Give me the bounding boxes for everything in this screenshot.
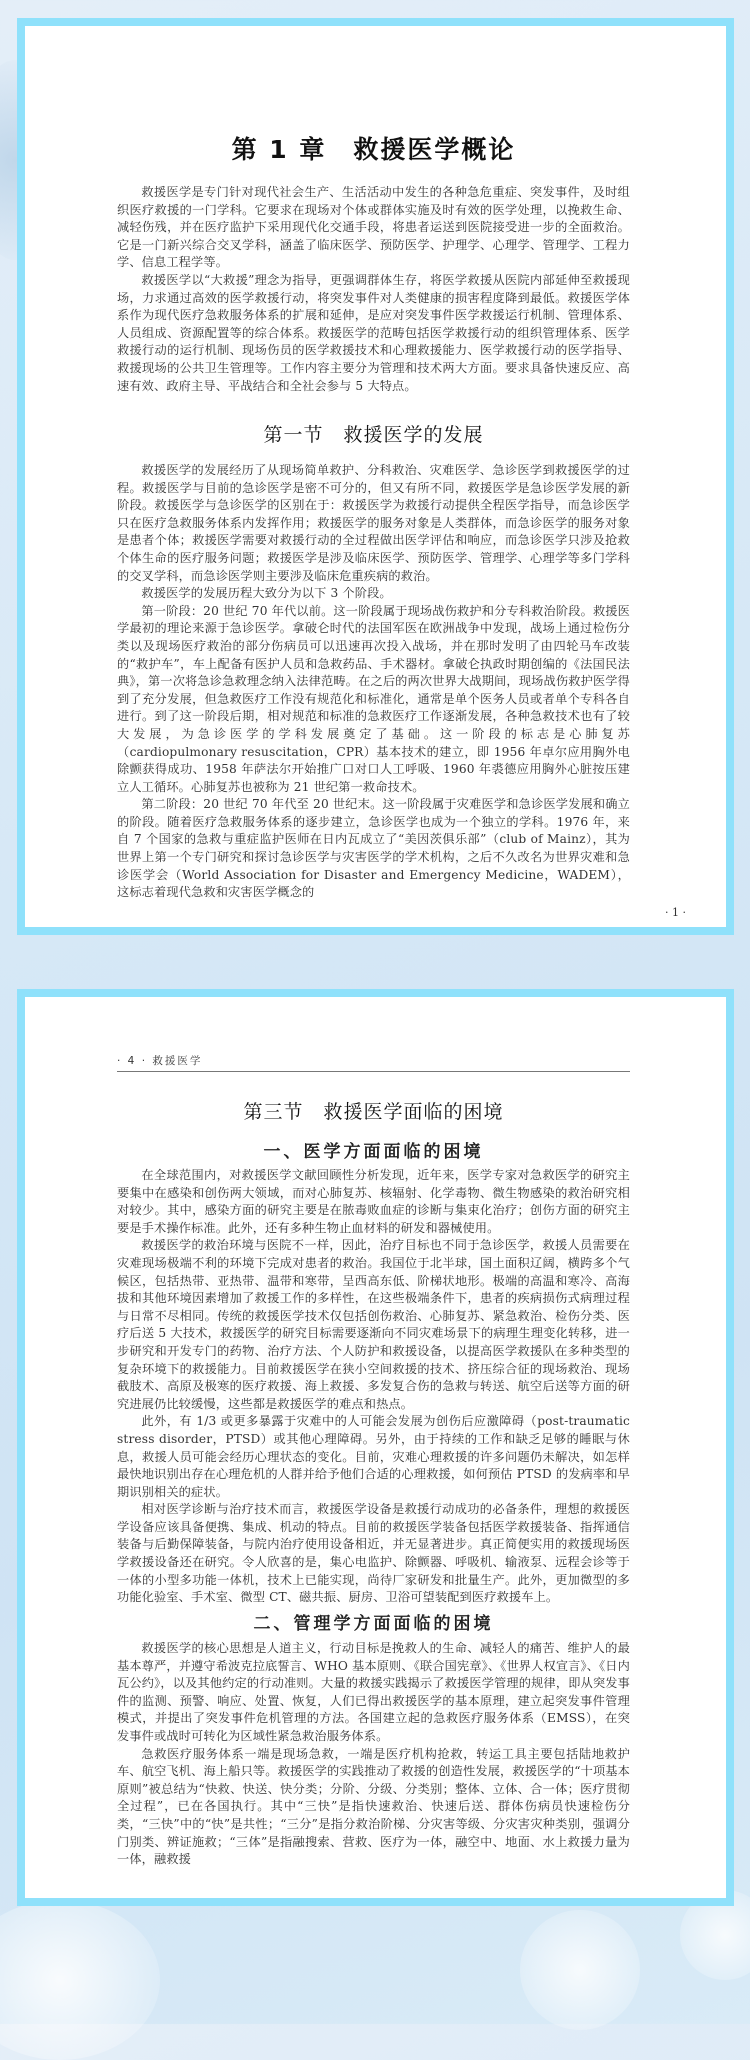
body-paragraph: 此外，有 1/3 或更多暴露于灾难中的人可能会发展为创伤后应激障碍（post-traumatic stress disorder，PTSD）或其他心理障碍。另外，由于持续的工作和缺乏足够的睡眠与休息，救援人员可能会经历心理状态的变化。目前，灾难心理救援的许多问题仍未解决，如怎样最快地识别出存在心理危机的人群并给予他们合适的心理救援，如何预估 PTSD 的发病率和早期识别相关的症状。 (117, 1414, 630, 1499)
body-paragraph: 第二阶段：20 世纪 70 年代至 20 世纪末。这一阶段属于灾难医学和急诊医学发展和确立的阶段。随着医疗急救服务体系的逐步建立，急诊医学也成为一个独立的学科。1976 年，来自 7 个国家的急救与重症监护医师在日内瓦成立了“美因茨俱乐部”（club of Mainz），其为世界上第一个专门研究和探讨急诊医学与灾害医学的学术机构，之后不久改名为世界灾难和急诊医学会（World Association for Disaster and Emergency Medicine，WADEM），这标志着现代急救和灾害医学概念的 (117, 797, 630, 900)
section-body (117, 462, 630, 902)
book-page-1 (17, 18, 734, 935)
section-title: 第三节 救援医学面临的困境 (243, 1101, 504, 1123)
body-paragraph: 救援医学的发展历程大致分为以下 3 个阶段。 (141, 586, 392, 601)
subsection-title: 二、管理学方面面临的困境 (253, 1614, 494, 1634)
body-paragraph: 第一阶段：20 世纪 70 年代以前。这一阶段属于现场战伤救护和分专科救治阶段。救援医学最初的理论来源于急诊医学。拿破仑时代的法国军医在欧洲战争中发现，战场上通过检伤分类以及现场医疗救治的部分伤病员可以迅速再次投入战场，并在那时发明了由四轮马车改装的“救护车”，车上配备有医护人员和急救药品、手术器材。拿破仑执政时期创编的《法国民法典》，第一次将急诊急救理念纳入法律范畴。在之后的两次世界大战期间，现场战伤救护医学得到了充分发展，但急救医疗工作没有规范化和标准化，通常是单个医务人员或者单个专科各自进行。到了这一阶段后期，相对规范和标准的急救医疗工作逐渐发展，各种急救技术也有了较大发展，为急诊医学的学科发展奠定了基础。这一阶段的标志是心肺复苏（cardiopulmonary resuscitation，CPR）基本技术的建立，即 1956 年卓尔应用胸外电除颤获得成功、1958 年萨法尔开始推广口对口人工呼吸、1960 年裘德应用胸外心脏按压建立人工循环。心肺复苏也被称为 21 世纪第一救命技术。 (117, 603, 630, 794)
body-paragraph: 急救医疗服务体系一端是现场急救，一端是医疗机构抢救，转运工具主要包括陆地救护车、航空飞机、海上船只等。救援医学的实践推动了救援的创造性发展，救援医学的“十项基本原则”被总结为“快救、快送、快分类；分阶、分级、分类别；整体、立体、合一体；医疗贯彻全过程”，已在各国执行。其中“三快”是指快速救治、快速后送、群体伤病员快速检伤分类，“三快”中的“快”是共性；“三分”是指分救治阶梯、分灾害等级、分灾害灾种类别，强调分门别类、辨证施救；“三体”是指融搜索、营救、医疗为一体，融空中、地面、水上救援力量为一体，融救援 (117, 1746, 630, 1867)
subsection-body (117, 1167, 630, 1607)
backdrop-glow-left-bottom (0, 1900, 160, 2060)
intro-paragraph: 救援医学是专门针对现代社会生产、生活活动中发生的各种急危重症、突发事件，及时组织医疗救援的一门学科。它要求在现场对个体或群体实施及时有效的医学处理，以挽救生命、减轻伤残，并在医疗监护下采用现代化交通手段，将患者运送到医院接受进一步的全面救治。它是一门新兴综合交叉学科，涵盖了临床医学、预防医学、护理学、心理学、管理学、工程力学、信息工程学等。 (117, 185, 630, 270)
subsection-title: 一、医学方面面临的困境 (263, 1142, 484, 1162)
body-paragraph: 救援医学的救治环境与医院不一样，因此，治疗目标也不同于急诊医学，救援人员需要在灾难现场极端不利的环境下完成对患者的救治。我国位于北半球，国土面积辽阔，横跨多个气候区，包括热带、亚热带、温带和寒带，呈西高东低、阶梯状地形。极端的高温和寒冷、高海拔和其他环境因素增加了救援工作的多样性，在这些极端条件下，患者的疾病损伤式病理过程与日常不尽相同。传统的救援医学技术仅包括创伤救治、心肺复苏、紧急救治、检伤分类、医疗后送 5 大技术，救援医学的研究目标需要逐渐向不同灾难场景下的病理生理变化转移，进一步研究和开发专门的药物、治疗方法、个人防护和救援设备，以提高医学救援队在多种类型的复杂环境下的救援能力。目前救援医学在狭小空间救援的技术、挤压综合征的现场救治、现场截肢术、高原及极寒的医疗救援、海上救援、多发复合伤的急救与转送、航空后送等方面的研究进展仍比较缓慢，这些都是救援医学的难点和热点。 (117, 1238, 630, 1411)
chapter-title: 第 1 章 救援医学概论 (231, 135, 516, 164)
intro-paragraph: 救援医学以“大救援”理念为指导，更强调群体生存，将医学救援从医院内部延伸至救援现场，力求通过高效的医学救援行动，将突发事件对人类健康的损害程度降到最低。救援医学体系作为现代医疗急救服务体系的扩展和延伸，是应对突发事件医学救援运行机制、管理体系、人员组成、资源配置等的综合体系。救援医学的范畴包括医学救援行动的组织管理体系、医学救援行动的运行机制、现场伤员的医学救援技术和心理救援能力、医学救援行动的医学指导、救援现场的公共卫生管理等。工作内容主要分为管理和技术两大方面。要求具备快速反应、高速有效、政府主导、平战结合和全社会参与 5 大特点。 (117, 272, 630, 393)
subsection-body (117, 1640, 630, 1869)
page-number: · 1 · (665, 906, 686, 919)
body-paragraph: 相对医学诊断与治疗技术而言，救援医学设备是救援行动成功的必备条件，理想的救援医学设备应该具备便携、集成、机动的特点。目前的救援医学装备包括医学救援装备、指挥通信装备与后勤保障装备，与院内治疗使用设备相近，并无显著进步。真正简便实用的救援现场医学救援设备还在研究。令人欣喜的是，集心电监护、除颤器、呼吸机、输液泵、远程会诊等于一体的小型多功能一体机，技术上已能实现，尚待厂家研发和批量生产。此外，更加微型的多功能化验室、手术室、微型 CT、磁共振、厨房、卫浴可望装配到医疗救援车上。 (117, 1502, 630, 1605)
chapter-intro (117, 184, 630, 395)
book-page-2 (17, 989, 734, 1906)
backdrop-glow-right-bottom (520, 1910, 640, 2030)
section-title: 第一节 救援医学的发展 (263, 424, 484, 446)
body-paragraph: 救援医学的核心思想是人道主义，行动目标是挽救人的生命、减轻人的痛苦、维护人的最基本尊严，并遵守希波克拉底誓言、WHO 基本原则、《联合国宪章》、《世界人权宣言》、《日内瓦公约》，以及其他约定的行动准则。大量的救援实践揭示了救援医学管理的规律，即从突发事件的监测、预警、响应、处置、恢复，人们已得出救援医学的基本原理，建立起突发事件管理模式，并提出了突发事件危机管理的方法。各国建立起的急救医疗服务体系（EMSS），在突发事件或战时可转化为区域性紧急救治服务体系。 (117, 1641, 630, 1743)
body-paragraph: 救援医学的发展经历了从现场简单救护、分科救治、灾难医学、急诊医学到救援医学的过程。救援医学与目前的急诊医学是密不可分的，但又有所不同，救援医学是急诊医学发展的新阶段。救援医学与急诊医学的区别在于：救援医学为救援行动提供全程医学指导，而急诊医学只在医疗急救服务体系内发挥作用；救援医学的服务对象是人类群体，而急诊医学的服务对象是患者个体；救援医学需要对救援行动的全过程做出医学评估和响应，而急诊医学只涉及抢救个体生命的医疗服务问题；救援医学是涉及临床医学、预防医学、管理学、心理学等多门学科的交叉学科，而急诊医学则主要涉及临床危重疾病的救治。 (117, 463, 630, 583)
running-head: · 4 · 救援医学 (117, 1053, 630, 1072)
body-paragraph: 在全球范围内，对救援医学文献回顾性分析发现，近年来，医学专家对急救医学的研究主要集中在感染和创伤两大领域，而对心肺复苏、核辐射、化学毒物、微生物感染的救治研究相对较少。其中，感染方面的研究主要是在脓毒败血症的诊断与集束化治疗；创伤方面的研究主要是手术操作标准。此外，还有多种生物止血材料的研发和器械使用。 (117, 1168, 630, 1235)
